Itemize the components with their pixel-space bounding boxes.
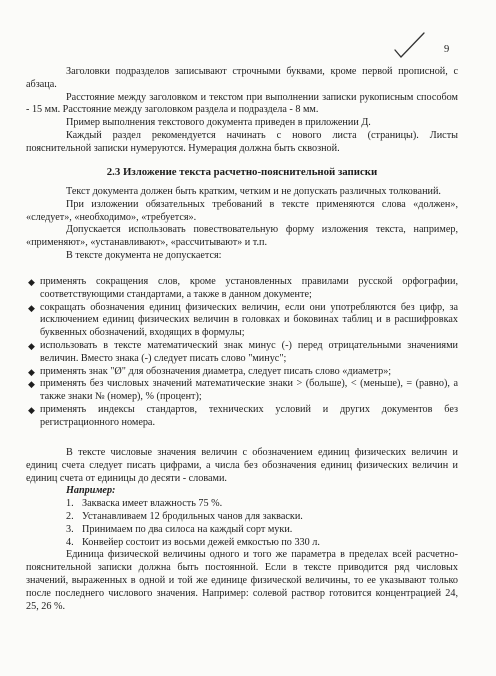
list-item (26, 498, 458, 511)
paragraph: Единица физической величины одного и того же параметра в пределах всей расчетно-пояснительной записки должна быть постоянной. Если в тексте приводится ряд числовых значений, выраженных в одной и той же единице физической величины, то ее указывают только после последнего числового значения. Например: солевой раствор готовится концентрацией 24, 25, 26 %. (26, 549, 458, 612)
list-item-text: применять индексы стандартов, технических условий и других документов без регистрационного номера. (40, 403, 458, 428)
list-marker: 3. (66, 523, 74, 535)
list-item (26, 404, 458, 430)
list-item (26, 366, 458, 379)
example-list (26, 498, 458, 549)
page-number: 9 (444, 44, 450, 55)
list-item-text: Принимаем по два силоса на каждый сорт муки. (82, 523, 293, 535)
list-item (26, 511, 458, 524)
paragraph: Допускается использовать повествовательную форму изложения текста, например, «применяют», «устанавливают», «рассчитывают» и т.п. (26, 224, 458, 249)
mid-paragraphs (26, 186, 458, 263)
list-item (26, 340, 458, 366)
list-item (26, 378, 458, 404)
bullet-list (26, 276, 458, 430)
bullet-list-container (26, 276, 458, 430)
diamond-bullet-icon: ◆ (28, 277, 35, 287)
list-item-text: применять знак "Ø" для обозначения диаметра, следует писать слово «диаметр»; (40, 365, 392, 377)
paragraph: В тексте числовые значения величин с обозначением единиц физических величин и единиц счета следует писать цифрами, а числа без обозначения единиц физических величин и единиц счета от единицы до десяти - словами. (26, 447, 458, 484)
paragraph: Каждый раздел рекомендуется начинать с нового листа (страницы). Листы пояснительной записки нумеруются. Нумерация должна быть сквозной. (26, 129, 458, 154)
checkmark-icon (392, 30, 428, 64)
list-item-text: использовать в тексте математический знак минус (-) перед отрицательными значениями величин. Вместо знака (-) следует писать слово "минус"; (40, 339, 458, 364)
list-item-text: Конвейер состоит из восьми дежей емкостью по 330 л. (82, 536, 320, 548)
list-item (26, 537, 458, 550)
list-marker: 1. (66, 498, 74, 510)
diamond-bullet-icon: ◆ (28, 366, 35, 377)
list-item-text: применять без числовых значений математические знаки > (больше), < (меньше), = (равно), а также знаки № (номер), % (процент); (40, 378, 458, 403)
diamond-bullet-icon: ◆ (28, 379, 35, 390)
list-item (26, 524, 458, 537)
paragraph: В тексте документа не допускается: (66, 249, 222, 261)
top-paragraphs (26, 66, 458, 156)
diamond-bullet-icon: ◆ (28, 340, 35, 351)
list-item-text: Закваска имеет влажность 75 %. (82, 498, 223, 510)
diamond-bullet-icon: ◆ (28, 404, 35, 415)
example-title: Например: (66, 485, 116, 497)
list-item (26, 302, 458, 340)
list-item (26, 276, 458, 302)
diamond-bullet-icon: ◆ (28, 302, 35, 313)
paragraph: Заголовки подразделов записывают строчными буквами, кроме первой прописной, с абзаца. (26, 66, 458, 90)
section-heading: 2.3 Изложение текста расчетно-пояснительной записки (106, 166, 378, 178)
paragraph: Текст документа должен быть кратким, четким и не допускать различных толкований. (66, 186, 441, 197)
paragraph: Расстояние между заголовком и текстом при выполнении записки рукописным способом - 15 мм. Расстояние между заголовком раздела и подраздела - 8 мм. (26, 91, 458, 116)
list-item-text: применять сокращения слов, кроме установленных правилами русской орфографии, соответствующими стандартами, а также в данном документе; (40, 276, 458, 300)
numbers-section (26, 447, 458, 613)
list-marker: 2. (66, 510, 74, 522)
list-item-text: Устанавливаем 12 бродильных чанов для закваски. (82, 510, 303, 522)
paragraph: При изложении обязательных требований в тексте применяются слова «должен», «следует», «необходимо», «требуется». (26, 198, 458, 223)
list-marker: 4. (66, 536, 74, 548)
list-item-text: сокращать обозначения единиц физических величин, если они употребляются без цифр, за исключением единиц физических величин в головках и боковинах таблиц и в расшифровках буквенных обозначений, входящих в формулы; (40, 301, 458, 339)
paragraph: Пример выполнения текстового документа приведен в приложении Д. (66, 117, 371, 129)
